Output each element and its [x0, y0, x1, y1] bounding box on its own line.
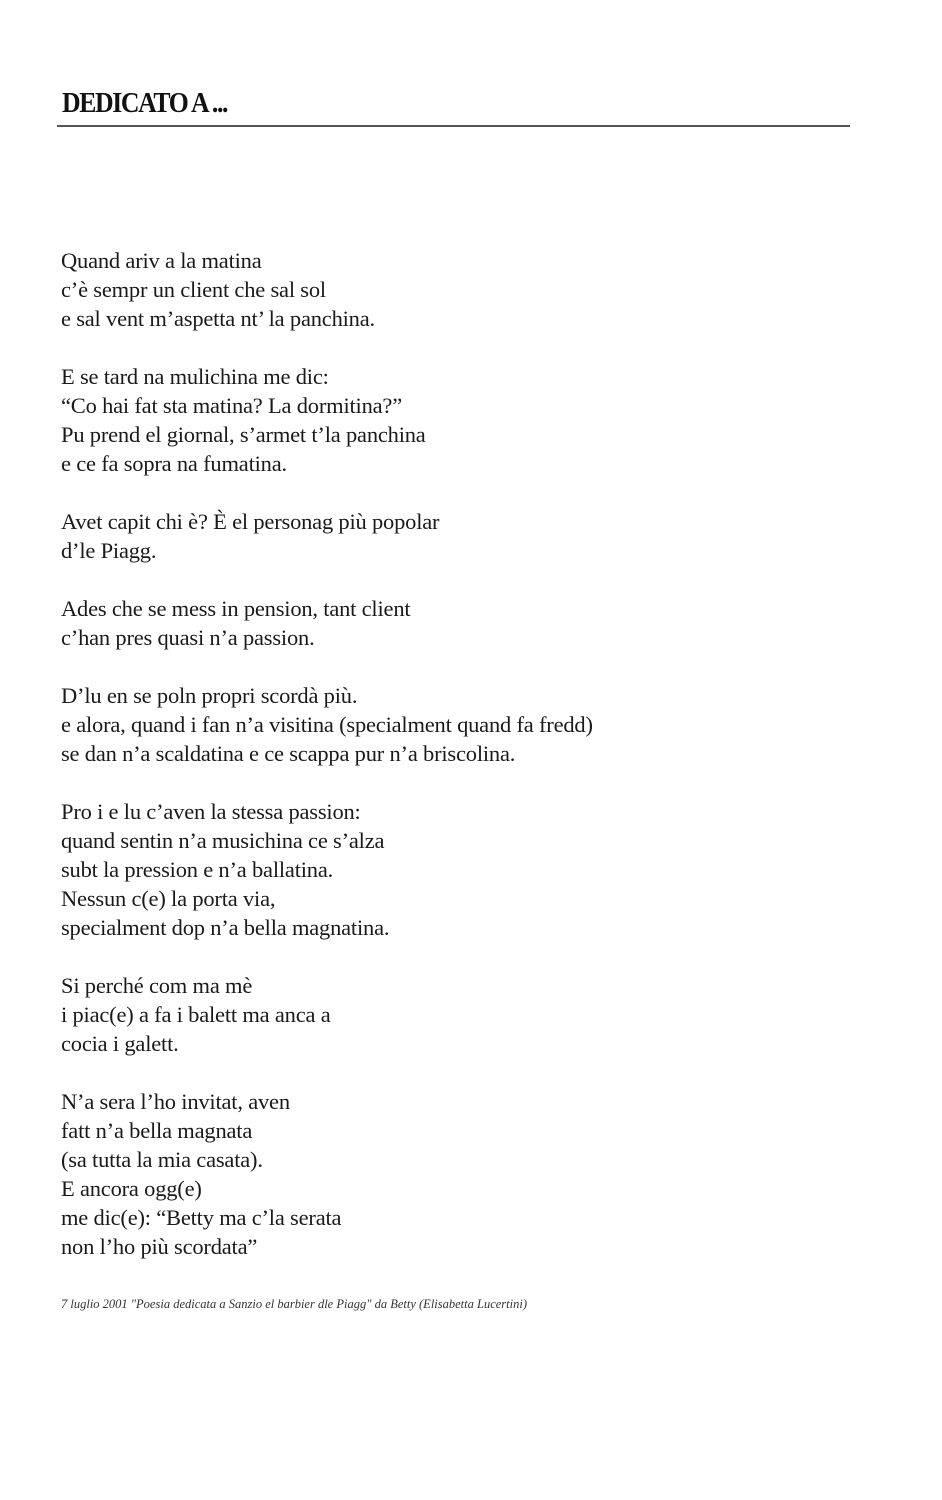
poem-line: e ce fa sopra na fumatina. [61, 451, 287, 476]
poem-line: (sa tutta la mia casata). [61, 1147, 263, 1172]
poem-line: se dan n’a scaldatina e ce scappa pur n’a briscolina. [61, 741, 516, 766]
stanza [61, 594, 593, 652]
poem-line: “Co hai fat sta matina? La dormitina?” [61, 393, 403, 418]
poem-line: c’è sempr un client che sal sol [61, 277, 326, 302]
poem-line: e sal vent m’aspetta nt’ la panchina. [61, 306, 375, 331]
poem-caption: 7 luglio 2001 "Poesia dedicata a Sanzio el barbier dle Piagg" da Betty (Elisabetta Lucertini) [61, 1297, 527, 1311]
poem-line: N’a sera l’ho invitat, aven [61, 1089, 290, 1114]
stanza [61, 246, 593, 333]
poem-line: Ades che se mess in pension, tant client [61, 596, 411, 621]
stanza [61, 681, 593, 768]
poem-line: Si perché com ma mè [61, 973, 253, 998]
poem-line: cocia i galett. [61, 1031, 179, 1056]
title-underline-divider [57, 125, 850, 127]
poem-line: E ancora ogg(e) [61, 1176, 202, 1201]
stanza [61, 507, 593, 565]
poem-line: specialment dop n’a bella magnatina. [61, 915, 390, 940]
poem-line: e alora, quand i fan n’a visitina (specialment quand fa fredd) [61, 712, 593, 737]
poem-line: Quand ariv a la matina [61, 248, 262, 273]
poem-line: quand sentin n’a musichina ce s’alza [61, 828, 385, 853]
poem-line: Pro i e lu c’aven la stessa passion: [61, 799, 361, 824]
poem-line: c’han pres quasi n’a passion. [61, 625, 315, 650]
stanza [61, 797, 593, 942]
poem-line: non l’ho più scordata” [61, 1234, 258, 1259]
poem-line: d’le Piagg. [61, 538, 157, 563]
poem-line: D’lu en se poln propri scordà più. [61, 683, 358, 708]
poem-line: Avet capit chi è? È el personag più popolar [61, 509, 440, 534]
poem-line: E se tard na mulichina me dic: [61, 364, 329, 389]
stanza [61, 971, 593, 1058]
poem-body [61, 246, 593, 1290]
poem-line: i piac(e) a fa i balett ma anca a [61, 1002, 331, 1027]
poem-line: fatt n’a bella magnata [61, 1118, 253, 1143]
stanza [61, 1087, 593, 1261]
poem-line: subt la pression e n’a ballatina. [61, 857, 334, 882]
poem-line: me dic(e): “Betty ma c’la serata [61, 1205, 342, 1230]
page-title: DEDICATO A ... [62, 88, 228, 119]
stanza [61, 362, 593, 478]
poem-line: Nessun c(e) la porta via, [61, 886, 276, 911]
poem-line: Pu prend el giornal, s’armet t’la panchina [61, 422, 426, 447]
